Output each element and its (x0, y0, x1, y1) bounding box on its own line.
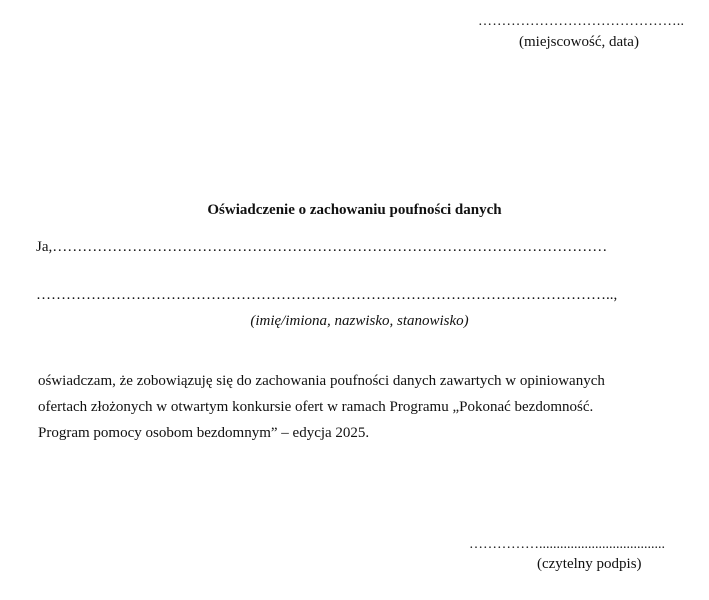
declarant-second-line: …………………………………………………………………………………………………….., (36, 287, 618, 303)
place-date-label: (miejscowość, data) (519, 34, 639, 50)
document-title: Oświadczenie o zachowaniu poufności danych (207, 202, 502, 218)
signature-line: …………….................................... (469, 537, 665, 552)
statement-line-3: Program pomocy osobom bezdomnym” – edycja 2025. (38, 425, 370, 441)
signature-label: (czytelny podpis) (537, 556, 642, 572)
statement-line-1: oświadczam, że zobowiązuję się do zachowania poufności danych zawartych w opiniowanych (38, 373, 605, 389)
statement-line-2: ofertach złożonych w otwartym konkursie ofert w ramach Programu „Pokonać bezdomność. (38, 399, 594, 415)
declarant-hint: (imię/imiona, nazwisko, stanowisko) (250, 313, 469, 329)
place-date-line: …………………………………….. (478, 14, 685, 29)
statement-paragraph (38, 368, 668, 446)
declarant-name-line: Ja,………………………………………………………………………………………………… (36, 239, 608, 255)
